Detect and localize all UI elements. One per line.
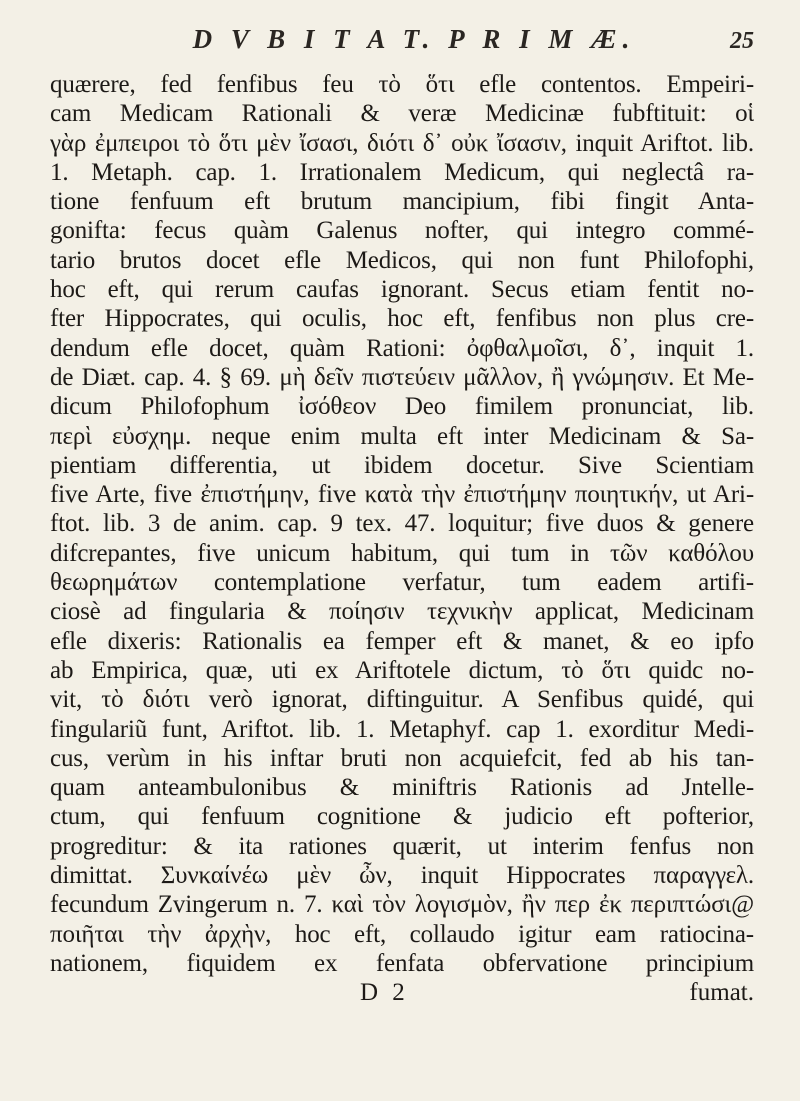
text-line: περὶ εὐσχημ. neque enim multa eft inter Medicinam & Sa-: [50, 422, 754, 450]
text-line: tione fenfuum eft brutum mancipium, fibi fingit Anta-: [50, 188, 754, 216]
text-line: quam anteambulonibus & miniftris Rationis ad Jntelle-: [50, 774, 754, 802]
catchword: fumat.: [689, 979, 754, 1007]
text-line: dimittat. Συνκαίνέω μὲν ὦν, inquit Hippocrates παραγγελ.: [50, 862, 754, 890]
text-line: de Diæt. cap. 4. § 69. μὴ δεῖν πιστεύειν μᾶλλον, ἢ γνώμησιν. Et Me-: [50, 363, 754, 391]
text-line: γὰρ ἐμπειροι τὸ ὅτι μὲν ἴσασι, διότι δ᾽ οὐκ ἴσασιν, inquit Ariftot. lib.: [50, 129, 754, 157]
page-number: 25: [730, 28, 754, 54]
page-footer: [50, 978, 754, 1007]
text-line: hoc eft, qui rerum caufas ignorant. Secus etiam fentit no-: [50, 276, 754, 304]
text-line: progreditur: & ita rationes quærit, ut interim fenfus non: [50, 832, 754, 860]
text-line: difcrepantes, five unicum habitum, qui tum in τῶν καθόλου: [50, 539, 754, 567]
text-line: quærere, fed fenfibus feu τὸ ὅτι efle contentos. Empeiri-: [50, 71, 754, 98]
text-line: vit, τὸ διότι verò ignorat, diftinguitur. A Senfibus quidé, qui: [50, 686, 754, 714]
text-line: 1. Metaph. cap. 1. Irrationalem Medicum, qui neglectâ ra-: [50, 158, 754, 186]
text-line: pientiam differentia, ut ibidem docetur. Sive Scientiam: [50, 451, 754, 479]
text-line: ctum, qui fenfuum cognitione & judicio eft pofterior,: [50, 803, 754, 831]
body-text: [50, 70, 754, 978]
running-head: [110, 24, 754, 64]
text-line: fecundum Zvingerum n. 7. καὶ τὸν λογισμὸν, ἢν περ ἐκ περιπτώσι@: [50, 891, 754, 919]
text-line: ποιῆται τὴν ἀρχὴν, hoc eft, collaudo igitur eam ratiocina-: [50, 920, 754, 948]
text-line: five Arte, five ἐπιστήμην, five κατὰ τὴν ἐπιστήμην ποιητικήν, ut Ari-: [50, 481, 754, 509]
text-line: nationem, fiquidem ex fenfata obfervatione principium: [50, 949, 754, 977]
text-line: ciosè ad fingularia & ποίησιν τεχνικὴν applicat, Medicinam: [50, 598, 754, 626]
text-line: fter Hippocrates, qui oculis, hoc eft, fenfibus non plus cre-: [50, 305, 754, 333]
text-line: cam Medicam Rationali & veræ Medicinæ fubftituit: οἱ: [50, 100, 754, 128]
text-line: efle dixeris: Rationalis ea femper eft & manet, & eo ipfo: [50, 627, 754, 655]
text-line: θεωρημάτων contemplatione verfatur, tum eadem artifi-: [50, 569, 754, 597]
text-line: gonifta: fecus quàm Galenus nofter, qui integro commé-: [50, 217, 754, 245]
running-title: D V B I T A T. P R I M Æ.: [192, 24, 636, 54]
signature-mark: D 2: [360, 979, 409, 1007]
text-line: cus, verùm in his inftar bruti non acquiefcit, fed ab his tan-: [50, 744, 754, 772]
text-line: ftot. lib. 3 de anim. cap. 9 tex. 47. loquitur; five duos & genere: [50, 510, 754, 538]
text-line: dendum efle docet, quàm Rationi: ὀφθαλμοῖσι, δ᾽, inquit 1.: [50, 334, 754, 362]
text-line: fingulariũ funt, Ariftot. lib. 1. Metaphyf. cap 1. exorditur Medi-: [50, 715, 754, 743]
text-line: ab Empirica, quæ, uti ex Ariftotele dictum, τὸ ὅτι quidc no-: [50, 656, 754, 684]
text-line: dicum Philofophum ἰσόθεον Deo fimilem pronunciat, lib.: [50, 393, 754, 421]
text-line: tario brutos docet efle Medicos, qui non funt Philofophi,: [50, 246, 754, 274]
